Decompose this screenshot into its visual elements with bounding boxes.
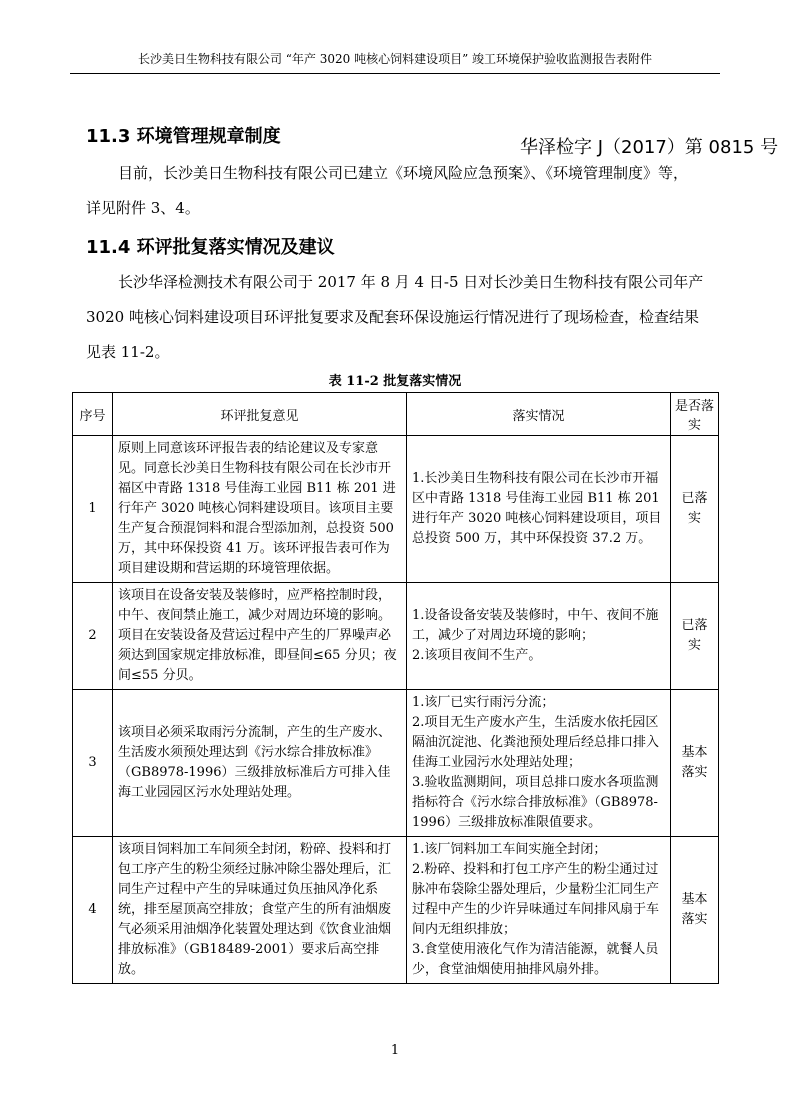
table-row [73,690,719,837]
report-number-stamp: 华泽检字 J（2017）第 0815 号 [520,137,779,158]
row-implementation: 1.长沙美日生物科技有限公司在长沙市开福区中青路 1318 号佳海工业园 B11 栋 201 进行年产 3020 吨核心饲料建设项目，项目总投资 500 万，其中环保投资 37.2 万。 [407,436,671,583]
s114-line-2: 3020 吨核心饲料建设项目环评批复要求及配套环保设施运行情况进行了现场检查，检查结果 [86,308,699,326]
row-implementation: 1.该厂已实行雨污分流； 2.项目无生产废水产生，生活废水依托园区隔油沉淀池、化粪池预处理后经总排口排入佳海工业园污水处理站处理； 3.验收监测期间，项目总排口废水各项监测指标符合《污水综合排放标准》（GB8978-1996）三级排放标准限值要求。 [407,690,671,837]
approval-table [72,392,719,984]
row-status: 基本落实 [671,837,719,984]
row-no: 4 [73,837,113,984]
row-opinion: 原则上同意该环评报告表的结论建议及专家意见。同意长沙美日生物科技有限公司在长沙市开福区中青路 1318 号佳海工业园 B11 栋 201 进行年产 3020 吨核心饲料建设项目。该项目主要生产复合预混饲料和混合型添加剂，总投资 500 万，其中环保投资 41 万。该环评报告表可作为项目建设期和营运期的环境管理依据。 [113,436,407,583]
table-caption: 表 11-2 批复落实情况 [328,374,462,389]
row-opinion: 该项目饲料加工车间须全封闭，粉碎、投料和打包工序产生的粉尘须经过脉冲除尘器处理后，汇同生产过程中产生的异味通过负压抽风净化系统，排至屋顶高空排放；食堂产生的所有油烟废气必须采用油烟净化装置处理达到《饮食业油烟排放标准》（GB18489-2001）要求后高空排放。 [113,837,407,984]
table-header-row [73,393,719,436]
table-row [73,583,719,690]
page-number: 1 [390,1043,400,1058]
row-implementation: 1.该厂饲料加工车间实施全封闭； 2.粉碎、投料和打包工序产生的粉尘通过过脉冲布袋除尘器处理后，少量粉尘汇同生产过程中产生的少许异味通过车间排风扇于车间内无组织排放； 3.食堂使用液化气作为清洁能源，就餐人员少，食堂油烟使用抽排风扇外排。 [407,837,671,984]
header-opinion: 环评批复意见 [113,393,407,436]
section-11-4-title: 11.4 环评批复落实情况及建议 [86,237,335,258]
row-opinion: 该项目必须采取雨污分流制，产生的生产废水、生活废水须预处理达到《污水综合排放标准》（GB8978-1996）三级排放标准后方可排入佳海工业园园区污水处理站处理。 [113,690,407,837]
table-row [73,837,719,984]
section-11-3-title: 11.3 环境管理规章制度 [86,126,281,147]
row-status: 已落实 [671,436,719,583]
table-row [73,436,719,583]
row-status: 已落实 [671,583,719,690]
row-implementation: 1.设备设备安装及装修时，中午、夜间不施工，减少了对周边环境的影响； 2.该项目夜间不生产。 [407,583,671,690]
s113-line-1: 目前，长沙美日生物科技有限公司已建立《环境风险应急预案》、《环境管理制度》等， [118,164,689,182]
row-status: 基本落实 [671,690,719,837]
row-no: 2 [73,583,113,690]
header-status: 是否落实 [671,393,719,436]
row-no: 1 [73,436,113,583]
s114-line-1: 长沙华泽检测技术有限公司于 2017 年 8 月 4 日-5 日对长沙美日生物科技有限公司年产 [118,273,704,291]
running-header: 长沙美日生物科技有限公司 “年产 3020 吨核心饲料建设项目” 竣工环境保护验收监测报告表附件 [70,50,720,74]
header-no: 序号 [73,393,113,436]
row-opinion: 该项目在设备安装及装修时，应严格控制时段，中午、夜间禁止施工，减少对周边环境的影响。项目在安装设备及营运过程中产生的厂界噪声必须达到国家规定排放标准，即昼间≤65 分贝；夜间≤55 分贝。 [113,583,407,690]
s114-line-3: 见表 11-2。 [86,343,170,361]
row-no: 3 [73,690,113,837]
s113-line-2: 详见附件 3、4。 [86,199,200,217]
header-implementation: 落实情况 [407,393,671,436]
